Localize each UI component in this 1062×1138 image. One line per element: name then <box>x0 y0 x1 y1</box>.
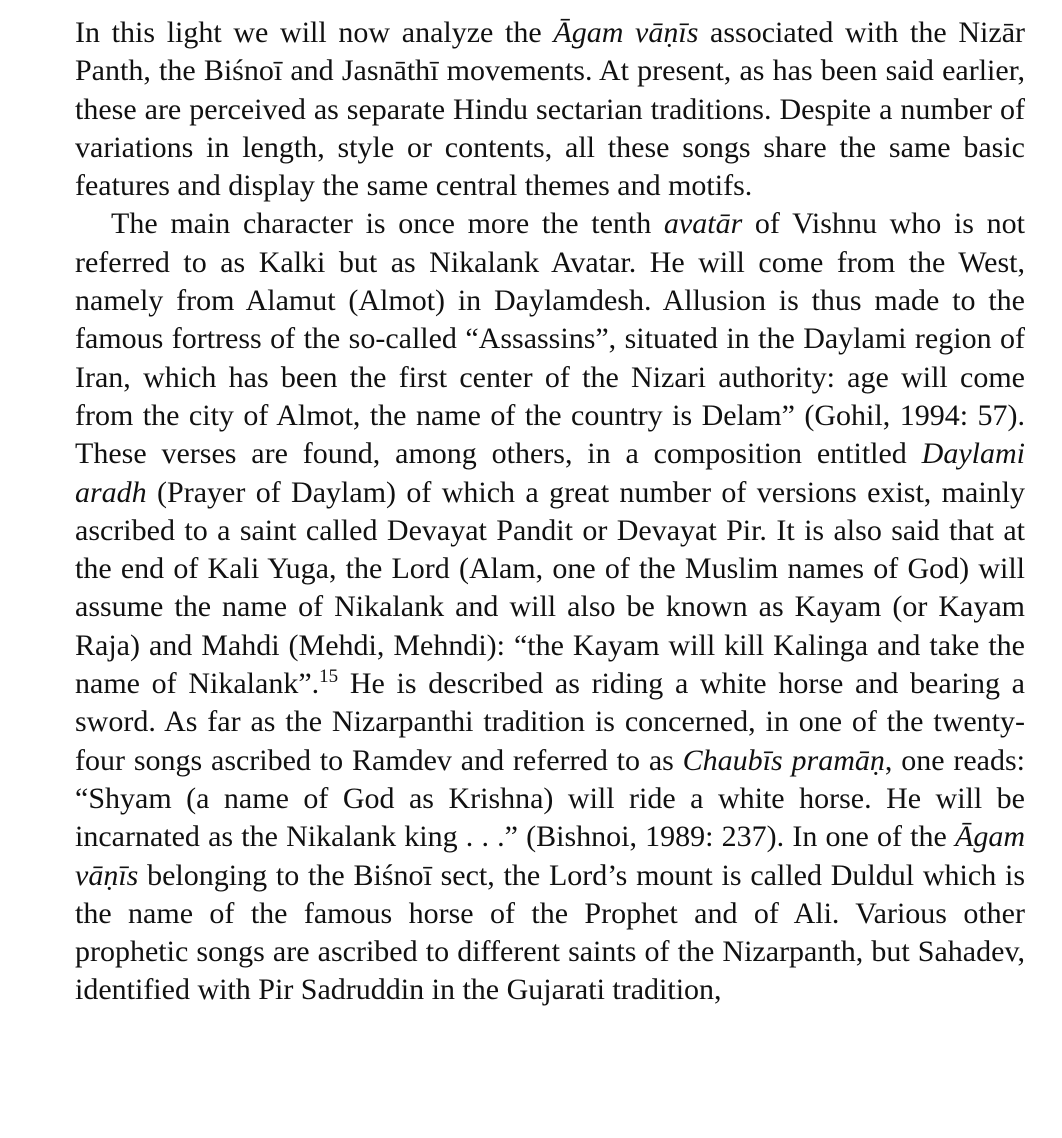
p2-text-3: (Prayer of Daylam) of which a great number of versions exist, mainly ascribed to a saint called Devayat Pandit or Devayat Pir. It is also said that at the end of Kali Yuga, the Lord (Alam, one of the Muslim names of God) will assume the name of Nikalank and will also be known as Kayam (or Kayam Raja) and Mahdi (Mehdi, Mehndi): “the Kayam will kill Kalinga and take the name of Nikalank”. <box>75 475 1025 701</box>
p2-text-5: , one reads: “Shyam (a name of God as Krishna) will ride a white horse. He will be incarnated as the Nikalank king . . .” (Bishnoi, 1989: 237). In one of the <box>75 743 1025 854</box>
p2-text-1: The main character is once more the tenth <box>111 207 664 241</box>
p2-text-2: of Vishnu who is not referred to as Kalki but as Nikalank Avatar. He will come from the West, namely from Alamut (Almot) in Daylamdesh. Allusion is thus made to the famous fortress of the so-called “Assassins”, situated in the Daylami region of Iran, which has been the first center of the Nizari authority: age will come from the city of Almot, the name of the country is Delam” (Gohil, 1994: 57). These verses are found, among others, in a composition entitled <box>75 207 1026 471</box>
paragraph-2 <box>75 205 1025 1009</box>
p2-text-6: belonging to the Biśnoī sect, the Lord’s mount is called Duldul which is the name of the famous horse of the Prophet and of Ali. Various other prophetic songs are ascribed to different saints of the Nizarpanth, but Sahadev, identified with Pir Sadruddin in the Gujarati tradition, <box>75 858 1025 1007</box>
p1-italic-agam-vanis: Āgam vāṇīs <box>553 16 699 49</box>
p2-text-4: He is described as riding a white horse and bearing a sword. As far as the Nizarpanthi tradition is concerned, in one of the twenty-four songs ascribed to Ramdev and referred to as <box>75 667 1025 777</box>
p1-text-1: In this light we will now analyze the <box>75 16 554 49</box>
p2-italic-chaubis-praman: Chaubīs pramāṇ <box>682 743 885 777</box>
paragraph-1 <box>75 14 1025 205</box>
page-body <box>75 14 1025 1010</box>
p2-italic-avatar: avatār <box>663 207 743 241</box>
p2-italic-agam-vanis: Āgam vāṇīs <box>75 820 1025 892</box>
p1-text-2: associated with the Nizār Panth, the Biśnoī and Jasnāthī movements. At present, as has been said earlier, these are perceived as separate Hindu sectarian traditions. Despite a number of variations in length, style or contents, all these songs share the same basic features and display the same central themes and motifs. <box>75 16 1025 203</box>
footnote-marker-15[interactable]: 15 <box>319 666 339 688</box>
p2-italic-daylami-aradh: Daylami aradh <box>75 437 1025 509</box>
